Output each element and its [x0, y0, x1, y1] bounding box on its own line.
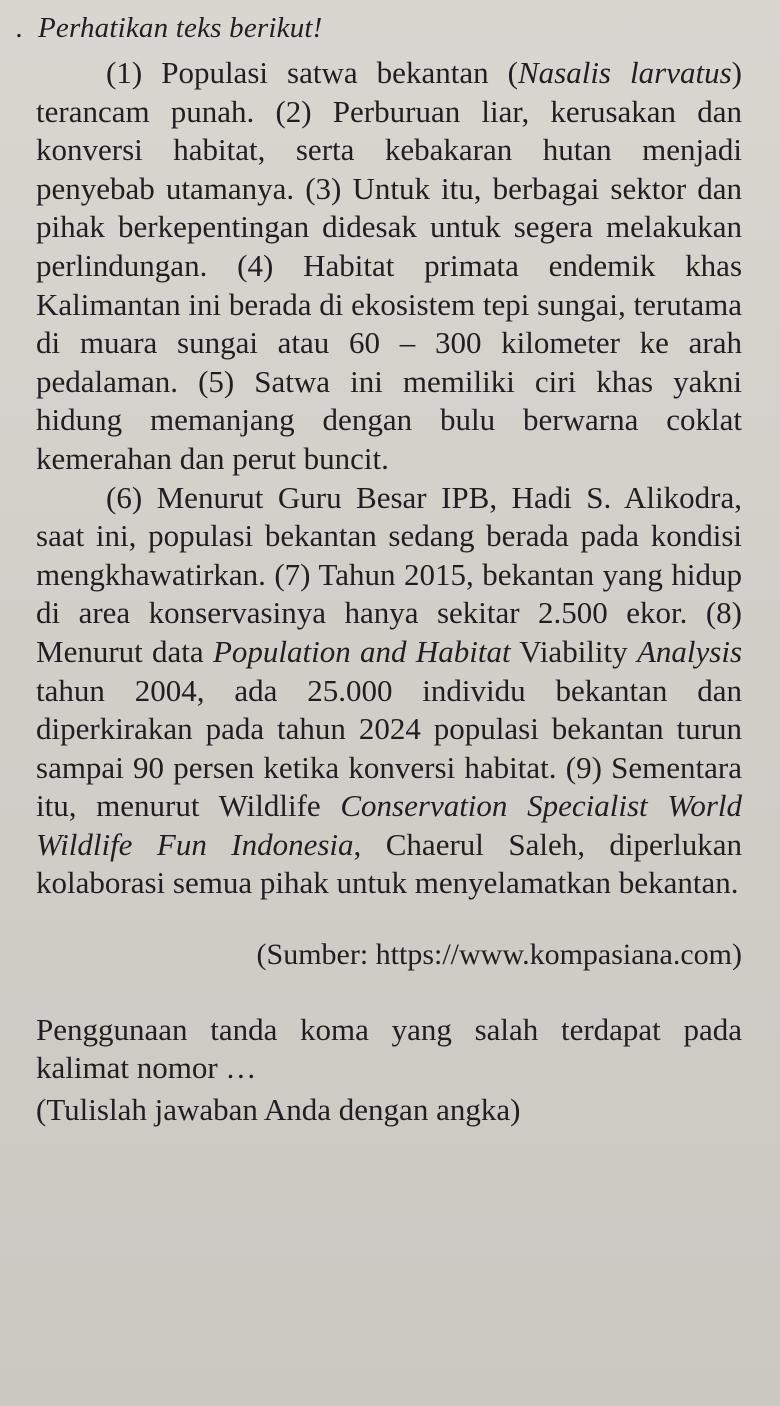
- source-citation: (Sumber: https://www.kompasiana.com): [256, 938, 742, 972]
- text-paragraph-1: [36, 54, 742, 479]
- sentence-8-italic-title: Population and Habitat: [212, 633, 511, 669]
- sentence-6: (6) Menurut Guru Besar IPB, Hadi S. Alikodra, saat ini, populasi bekantan sedang berada pada kondisi mengkhawatirkan.: [36, 479, 742, 592]
- sentence-8-post: tahun 2004, ada 25.000 individu bekantan dan diperkirakan pada tahun 2024 populasi bekantan turun sampai 90 persen ketika konversi habitat.: [36, 672, 742, 785]
- sentence-1-pre: (1) Populasi satwa bekantan (: [106, 55, 518, 90]
- sentence-7: (7) Tahun 2015, bekantan yang hidup di area konservasinya hanya sekitar 2.500 ekor.: [36, 556, 743, 631]
- sentence-8-pre: (8) Menurut data: [36, 595, 743, 669]
- sentence-8-mid: Viability: [519, 633, 628, 669]
- sentence-9-italic-org: Conservation Specialist World Wildlife Fun Indonesia: [36, 788, 742, 862]
- sentence-3: (3) Untuk itu, berbagai sektor dan pihak berkepentingan didesak untuk segera melakukan perlindungan.: [36, 170, 743, 283]
- header-bullet: .: [16, 12, 24, 44]
- sentence-8-italic-analysis: Analysis: [636, 633, 743, 669]
- answer-instruction: (Tulislah jawaban Anda dengan angka): [36, 1092, 521, 1128]
- sentence-1-post: ) terancam punah.: [36, 55, 742, 129]
- question-header: [16, 8, 742, 48]
- sentence-4: (4) Habitat primata endemik khas Kalimantan ini berada di ekosistem tepi sungai, terutama di muara sungai atau 60 – 300 kilometer ke arah pedalaman.: [36, 247, 743, 399]
- sentence-9-pre: (9) Sementara itu, menurut Wildlife: [36, 749, 742, 824]
- sentence-2: (2) Perburuan liar, kerusakan dan konversi habitat, serta kebakaran hutan menjadi penyebab utamanya.: [36, 93, 742, 206]
- sentence-5: (5) Satwa ini memiliki ciri khas yakni hidung memanjang dengan bulu berwarna coklat kemerahan dan perut buncit.: [36, 363, 742, 476]
- sentence-1-scientific-name: Nasalis larvatus: [517, 55, 732, 90]
- header-title: Perhatikan teks berikut!: [38, 12, 323, 44]
- sentence-9-post: , Chaerul Saleh, diperlukan kolaborasi semua pihak untuk menyelamatkan bekantan.: [36, 826, 742, 901]
- question-prompt: Penggunaan tanda koma yang salah terdapat pada kalimat nomor …: [36, 1012, 742, 1086]
- text-paragraph-2: [36, 479, 742, 904]
